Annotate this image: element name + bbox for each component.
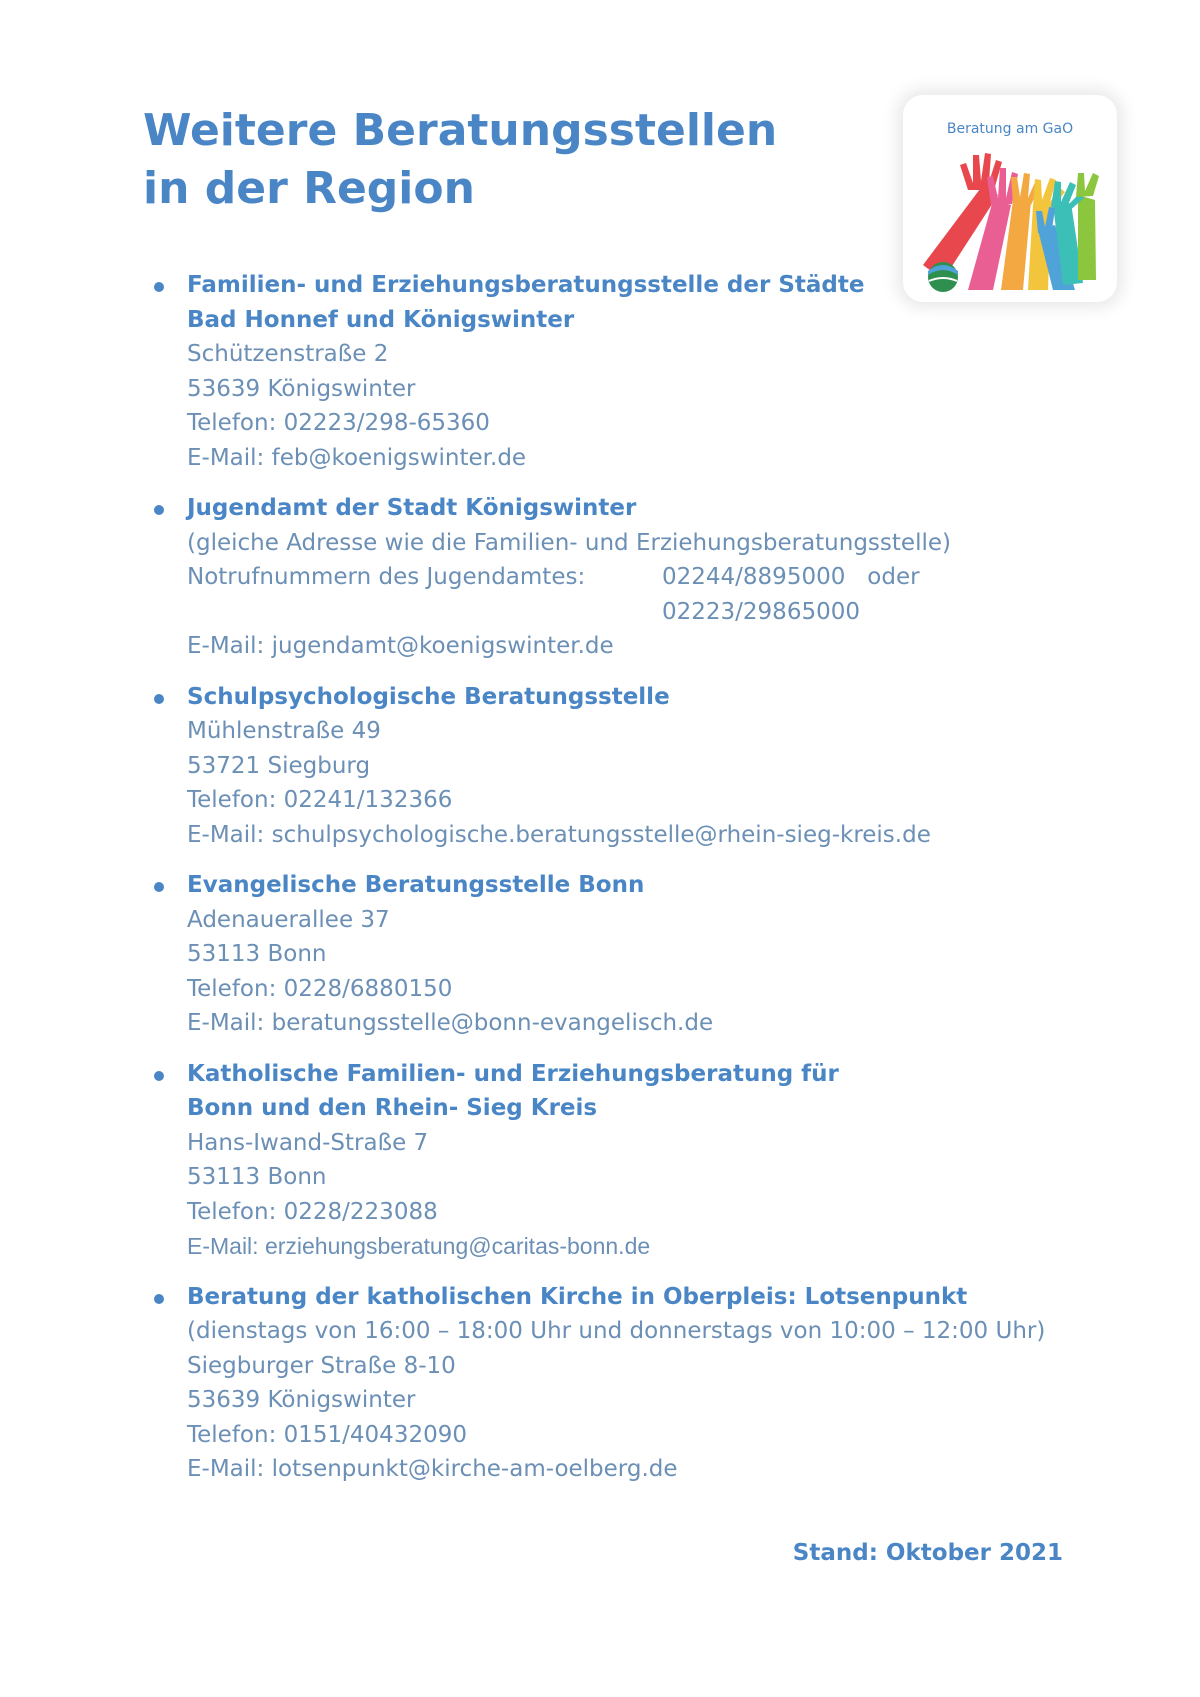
list-item xyxy=(150,1280,1110,1487)
email-link[interactable]: E-Mail: lotsenpunkt@kirche-am-oelberg.de xyxy=(187,1456,678,1482)
phone-text: Telefon: 0151/40432090 xyxy=(187,1421,467,1448)
bullet-icon xyxy=(154,1071,164,1081)
page-title-line-2: in der Region xyxy=(143,163,475,214)
bullet-icon xyxy=(154,694,164,704)
email-link[interactable]: E-Mail: jugendamt@koenigswinter.de xyxy=(187,633,614,659)
address-street: Adenauerallee 37 xyxy=(187,906,390,933)
entry-note: (gleiche Adresse wie die Familien- und Erziehungsberatungsstelle) xyxy=(187,529,951,556)
entry-heading: Katholische Familien- und Erziehungsberatung für xyxy=(187,1060,839,1087)
entry-heading: Familien- und Erziehungsberatungsstelle der Städte xyxy=(187,272,865,298)
email-link[interactable]: E-Mail: erziehungsberatung@caritas-bonn.de xyxy=(187,1233,651,1259)
phone-text: Telefon: 0228/6880150 xyxy=(187,975,453,1002)
address-city: 53639 Königswinter xyxy=(187,1387,416,1413)
list-item xyxy=(150,680,1110,853)
emergency-number: 02244/8895000 oder xyxy=(662,564,920,590)
entry-heading: Schulpsychologische Beratungsstelle xyxy=(187,683,670,710)
entry-heading: Jugendamt der Stadt Königswinter xyxy=(187,495,637,521)
list-item xyxy=(150,1057,1110,1264)
address-city: 53113 Bonn xyxy=(187,941,327,967)
bullet-icon xyxy=(154,1294,164,1304)
entry-heading: Bad Honnef und Königswinter xyxy=(187,306,575,333)
email-link[interactable]: E-Mail: feb@koenigswinter.de xyxy=(187,444,527,471)
bullet-icon xyxy=(154,282,164,292)
date-stamp: Stand: Oktober 2021 xyxy=(792,1540,1063,1566)
email-link[interactable]: E-Mail: schulpsychologische.beratungsstelle@rhein-sieg-kreis.de xyxy=(187,821,931,848)
emergency-number: 02223/29865000 xyxy=(662,598,860,625)
phone-text: Telefon: 0228/223088 xyxy=(187,1198,438,1225)
entry-heading: Bonn und den Rhein- Sieg Kreis xyxy=(187,1095,598,1121)
list-item xyxy=(150,268,1110,475)
emergency-numbers xyxy=(187,560,1110,629)
counseling-list xyxy=(150,268,1110,1503)
page-title xyxy=(143,102,777,218)
address-street: Mühlenstraße 49 xyxy=(187,718,381,744)
list-item xyxy=(150,868,1110,1041)
page-title-line-1: Weitere Beratungsstellen xyxy=(143,105,778,156)
phone-text: Telefon: 02241/132366 xyxy=(187,787,453,813)
address-street: Hans-Iwand-Straße 7 xyxy=(187,1129,429,1156)
logo-caption: Beratung am GaO xyxy=(946,121,1074,137)
entry-heading: Beratung der katholischen Kirche in Oberpleis: Lotsenpunkt xyxy=(187,1283,968,1310)
bullet-icon xyxy=(154,505,164,515)
address-street: Schützenstraße 2 xyxy=(187,341,389,367)
list-item xyxy=(150,491,1110,664)
phone-text: Telefon: 02223/298-65360 xyxy=(187,410,490,436)
address-city: 53721 Siegburg xyxy=(187,752,371,779)
address-city: 53113 Bonn xyxy=(187,1164,327,1190)
email-link[interactable]: E-Mail: beratungsstelle@bonn-evangelisch.de xyxy=(187,1010,714,1036)
opening-hours: (dienstags von 16:00 – 18:00 Uhr und donnerstags von 10:00 – 12:00 Uhr) xyxy=(187,1318,1046,1344)
bullet-icon xyxy=(154,882,164,892)
emergency-label: Notrufnummern des Jugendamtes: xyxy=(187,564,586,590)
address-street: Siegburger Straße 8-10 xyxy=(187,1352,456,1379)
address-city: 53639 Königswinter xyxy=(187,375,416,402)
entry-heading: Evangelische Beratungsstelle Bonn xyxy=(187,872,645,898)
